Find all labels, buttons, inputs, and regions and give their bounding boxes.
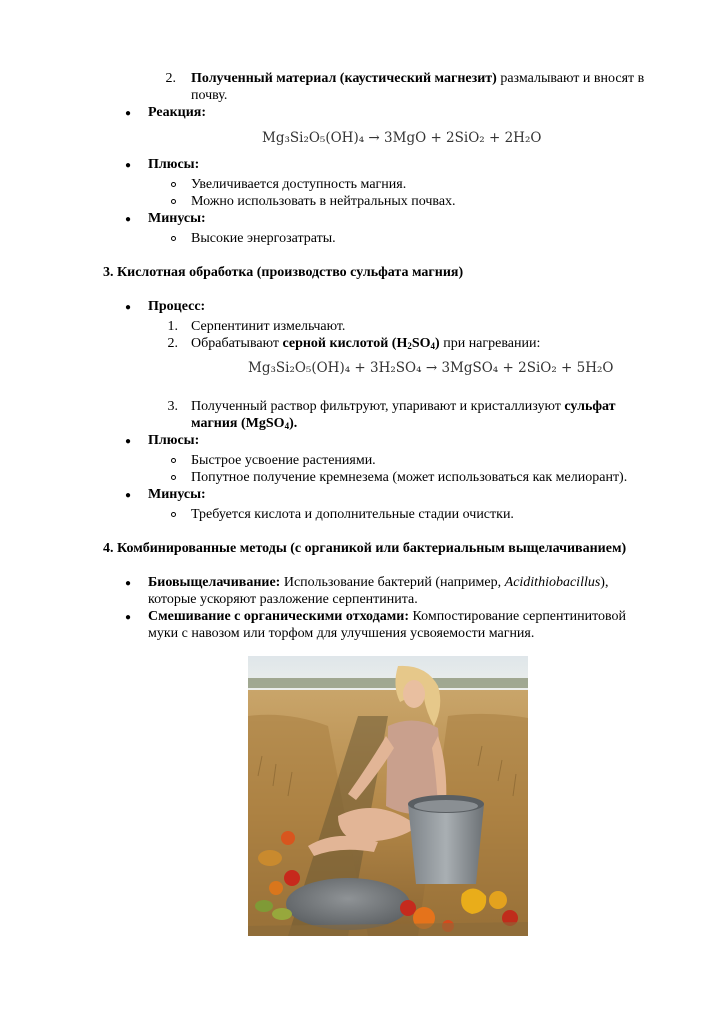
sub-bullet xyxy=(171,512,176,517)
text: ) xyxy=(435,336,440,351)
text: магния (MgSO xyxy=(191,416,285,431)
bold-term: Биовыщелачивание: xyxy=(148,575,281,590)
list-number: 1. xyxy=(167,319,178,334)
sub-bullet xyxy=(171,199,176,204)
text: серной кислотой (H xyxy=(282,336,408,351)
bullet: ● xyxy=(124,160,132,171)
section-heading xyxy=(103,264,463,281)
text: Обрабатывают xyxy=(191,336,283,351)
list-item: Попутное получение кремнезема (может использоваться как мелиорант). xyxy=(191,470,628,485)
arrow: → xyxy=(368,130,380,146)
list-item-text xyxy=(191,70,644,87)
equation-rhs: 3MgSO₄ + 2SiO₂ + 5H₂O xyxy=(441,360,614,376)
bold-label: Минусы: xyxy=(148,487,206,502)
list-item-text xyxy=(191,335,540,352)
list-item-text-line2 xyxy=(191,415,297,432)
bullet: ● xyxy=(124,612,132,623)
bold-label: Процесс: xyxy=(148,299,206,314)
text: при нагревании: xyxy=(439,336,541,351)
field-photo xyxy=(248,656,528,936)
bullet: ● xyxy=(124,436,132,447)
subscript: 4 xyxy=(284,421,290,431)
text: Использование бактерий (например, xyxy=(280,575,505,590)
bold-term: Полученный материал (каустический магнезит) xyxy=(191,71,497,86)
sub-bullet xyxy=(171,458,176,463)
text: ), xyxy=(600,575,609,590)
minuses-label xyxy=(148,486,206,503)
list-item-text-line2: почву. xyxy=(191,88,228,103)
heading-text: 3. Кислотная обработка (производство сульфата магния) xyxy=(103,265,464,280)
sub-bullet xyxy=(171,182,176,187)
bold-term xyxy=(282,336,439,351)
bullet: ● xyxy=(124,302,132,313)
list-number: 2. xyxy=(167,336,178,351)
equation-2 xyxy=(248,360,613,377)
minuses-label xyxy=(148,210,206,227)
bold-label: Плюсы: xyxy=(148,157,200,172)
equation-1 xyxy=(262,130,541,147)
equation-rhs: 3MgO + 2SiO₂ + 2H₂O xyxy=(384,130,542,146)
text: ). xyxy=(289,416,298,431)
list-item: Требуется кислота и дополнительные стадии очистки. xyxy=(191,507,514,522)
list-item-text: Серпентинит измельчают. xyxy=(191,319,346,334)
bullet: ● xyxy=(124,108,132,119)
bold-term xyxy=(191,416,297,431)
list-item-text-line2: муки с навозом или торфом для улучшения усвояемости магния. xyxy=(148,626,535,641)
arrow: → xyxy=(425,360,438,376)
text: SO xyxy=(411,336,431,351)
bold-label: Реакция: xyxy=(148,105,207,120)
bold-label: Минусы: xyxy=(148,211,206,226)
pluses-label xyxy=(148,156,199,173)
pluses-label xyxy=(148,432,199,449)
list-number: 2. xyxy=(165,71,176,86)
list-item-text-line2: которые ускоряют разложение серпентинита. xyxy=(148,592,418,607)
list-number: 3. xyxy=(167,399,178,414)
list-item-text xyxy=(148,574,608,591)
reaction-label xyxy=(148,104,206,121)
subscript: 4 xyxy=(430,341,436,351)
heading-text: 4. Комбинированные методы (с органикой или бактериальным выщелачиванием) xyxy=(103,541,627,556)
sub-bullet xyxy=(171,236,176,241)
list-item: Высокие энергозатраты. xyxy=(191,231,336,246)
list-item: Быстрое усвоение растениями. xyxy=(191,453,376,468)
equation-lhs: Mg₃Si₂O₅(OH)₄ xyxy=(262,130,365,146)
list-item: Можно использовать в нейтральных почвах. xyxy=(191,194,456,209)
italic-term: Acidithiobacillus xyxy=(504,575,601,590)
bold-term: сульфат xyxy=(564,399,616,414)
text: Полученный раствор фильтруют, упаривают и кристаллизуют xyxy=(191,399,565,414)
bullet: ● xyxy=(124,214,132,225)
bullet: ● xyxy=(124,490,132,501)
list-item-text xyxy=(148,608,626,625)
process-label xyxy=(148,298,205,315)
bold-label: Плюсы: xyxy=(148,433,200,448)
field-photo-image xyxy=(248,656,528,936)
list-item-text xyxy=(191,398,616,415)
text: размалывают и вносят в xyxy=(496,71,645,86)
bold-term: Смешивание с органическими отходами: xyxy=(148,609,409,624)
list-item: Увеличивается доступность магния. xyxy=(191,177,407,192)
sub-bullet xyxy=(171,475,176,480)
bullet: ● xyxy=(124,578,132,589)
text: Компостирование серпентинитовой xyxy=(408,609,627,624)
subscript: 2 xyxy=(407,341,412,351)
equation-lhs: Mg₃Si₂O₅(OH)₄ + 3H₂SO₄ xyxy=(248,360,422,376)
section-heading xyxy=(103,540,626,557)
